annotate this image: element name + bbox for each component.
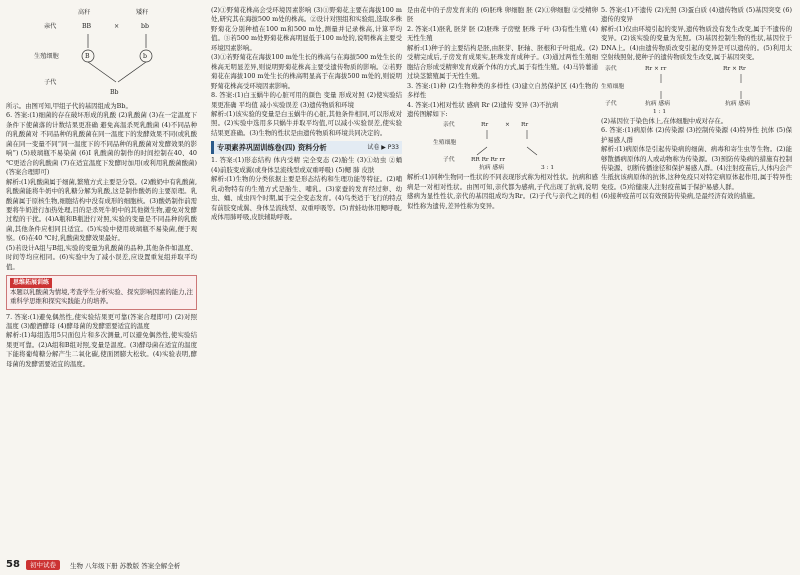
paragraph: 解析:(1)病原体是引起传染病的细菌、病毒和寄生虫等生物。(2)能够散播病原体的人或动物称为传染源。(3)预防传染病的措施有控制传染源、切断传播途径和保护易感人群。(4)注射疫苗后,人体内会产生抵抗该病原体的抗体,这种免疫只对特定病原体起作用,属于特异性免疫。(5)给健康人注射疫苗属于保护易感人群。 [601, 145, 792, 191]
paragraph: 8. 答案:(1)白玉蜗牛的心脏可用的颜色 变量 形成对照 (2)使实验结果更准确 平均值 减小实验误差 (3)遗传物质和环境 [211, 91, 402, 109]
page-footer [0, 555, 800, 575]
genetic-lines [601, 63, 792, 117]
paragraph: 5. 答案:(1)不遗传 (2)光照 (3)蛋白质 (4)遗传物质 (5)基因突变 (6)遗传的变异 [601, 6, 792, 24]
left-phenotype: 抗病 感病 [645, 100, 671, 107]
paragraph: (5)若设计A组与B组,实验的变量为乳酸菌的品种,其他条件如温度、时间等均应相同。(6)实验中为了减小误差,应设置重复组并取平均值。 [6, 243, 197, 271]
ratio-label: 1 : 1 [653, 108, 667, 115]
offspring-label: 子代 [605, 100, 617, 107]
paragraph: (2)①野菊花株高会受环境因素影响 (3)①野菊花主要在海拔100 m处,研究其在海拔500 m处的株高。②设计对照组和实验组,选取多株野菊花分别种植在100 m和500 m处,测量并记录株高,计算平均值。③若500 m处野菊花株高明显低于100 m处的,说明株高主要受环境因素影响。 [211, 6, 402, 52]
gametes-label: 生殖细胞 [601, 83, 625, 90]
paragraph: 解析:(1)生物的分类依据主要是形态结构和生理功能等特征。(2)哺乳动物特有的生殖方式是胎生、哺乳。(3)家蚕的发育经过卵、幼虫、蛹、成虫四个时期,属于完全变态发育。(4)鸟类适于飞行的特点有前肢变成翼、身体呈流线型、双重呼吸等。(5)青蛙幼体用鳃呼吸,成体用肺呼吸,皮肤辅助呼吸。 [211, 175, 402, 222]
paragraph: (3)①若野菊花在海拔100 m处生长的株高与在海拔500 m处生长的株高无明显差异,则说明野菊花株高主要受遗传物质的影响。②若野菊花在海拔100 m处生长的株高明显高于在海拔500 m处的,则说明野菊花株高受环境因素影响。 [211, 53, 402, 90]
gamete-right: b [143, 53, 147, 60]
paragraph: (6)接种疫苗可以有效预防传染病,是最经济有效的措施。 [601, 192, 760, 201]
offspring-label: 子代 [44, 79, 57, 86]
cross-sign: × [114, 23, 120, 30]
paragraph: 解析:(1)乳酸菌属于细菌,繁殖方式主要是分裂。(2)酸奶中有乳酸菌,乳酸菌能将牛奶中的乳糖分解为乳酸,这是制作酸奶的主要原理。乳酸菌属于原核生物,细胞结构中没有成形的细胞核。(3)酸奶制作前需要将牛奶进行加热处理,目的是杀死牛奶中的其他微生物,避免对发酵过程的干扰。(4)A瓶和B瓶进行对照,实验的变量是不同品种的乳酸菌,其他条件应相同且适宜。(5)实验中使用玻璃瓶不易染菌,便于观察。(6)在40 ℃时,乳酸菌发酵效果最好。 [6, 177, 197, 243]
tip-text: 本题以乳酸菌为情境,考查学生分析实验、探究影响因素的能力,注重科学思维和探究实践能力的培养。 [10, 287, 193, 306]
footer-meta: 生物 八年级下册 苏教版 答案全解全析 [70, 562, 181, 570]
paragraph: 7. 答案:(1)避免偶然性,使实验结果更可靠(答案合理即可) (2)对照 温度 (3)酿酒酵母 (4)酵母菌的发酵需要适宜的温度 [6, 312, 197, 330]
gametes-label: 生殖细胞 [433, 140, 457, 147]
parent-geno-left: BB [82, 23, 92, 30]
section-header [211, 141, 402, 154]
paragraph: 解析:(1)同种生物同一性状的不同表现形式称为相对性状。抗病和感病是一对相对性状。由图可知,亲代都为感病,子代出现了抗病,说明感病为显性性状,亲代的基因组成均为Rr。(2)子代与亲代之间的相似性称为遗传,差异性称为变异。 [407, 173, 598, 210]
offspring-geno: Bb [110, 89, 119, 96]
parent-geno-right: bb [141, 23, 149, 30]
column-2 [211, 6, 402, 553]
genetic-diagram-pair [601, 63, 792, 117]
paragraph: 遗传图解如下: [407, 109, 448, 118]
column-4 [601, 6, 792, 553]
left-cross: Rr × rr [645, 65, 667, 72]
series-badge: 初中试卷 [26, 560, 60, 570]
offspring-label: 子代 [443, 157, 455, 164]
paragraph: 6. 答案:(1)病原体 (2)传染源 (3)控制传染源 (4)特异性 抗体 (5)保护易感人群 [601, 126, 792, 144]
offspring-geno: RR Rr Rr rr [471, 157, 506, 164]
column-3 [407, 6, 598, 553]
paragraph: 2. 答案:(1)胚乳 胚芽 胚 (2)胚珠 子房壁 胚珠 子叶 (3)有性生殖 (4)无性生殖 [407, 24, 598, 43]
parent-label: 亲代 [605, 65, 617, 72]
paragraph: 6. 答案:(1)细菌的存在破坏形成的乳酸 (2)乳酸菌 (3)在一定温度下条件下使菌落的计数结果更准确 避免高温杀死乳酸菌 (4)不同品种的乳酸菌对 不同品种的乳酸菌在同一温度下的发酵效果不同(或乳酸菌在同一变量不同“同一温度下的不同品种的乳酸菌对发酵效果的影响”) (5)玻璃瓶不易染菌 (6)Ⅰ 乳酸菌的制作的时间控制在40、40 ℃更适合的乳酸菌 (7)在适宜温度下发酵时加用(或利用乳酸菌酸菌)(答案合理即可) [6, 111, 197, 177]
right-phenotype: 抗病 感病 [725, 100, 751, 107]
phenotype-label: 抗病 感病 [479, 165, 505, 172]
parent-left: Rr [481, 122, 489, 129]
section-title: 专项素养巩固训练卷(四) 资料分析 [217, 143, 327, 153]
paragraph: 4. 答案:(1)相对性状 感病 Rr (2)遗传 变异 (3)不抗病 [407, 100, 559, 109]
genetic-diagram-bb [6, 6, 197, 102]
right-cross: Rr × Rr [723, 65, 746, 72]
ratio-label: 3 : 1 [541, 165, 555, 172]
gametes-label: 生殖细胞 [34, 53, 59, 60]
parent-label: 亲代 [443, 122, 455, 129]
page-number: 58 [6, 559, 20, 570]
tip-title: 思维拓展训练 [10, 278, 52, 287]
genetic-diagram-rr [407, 119, 598, 173]
tall-label: 高秆 [78, 9, 91, 16]
paragraph: 所示。由图可知,甲组子代的基因组成为Bb。 [6, 102, 132, 110]
parent-right: Rr [521, 122, 529, 129]
paragraph: 解析:(1)种子的主要结构是胚,由胚芽、胚轴、胚根和子叶组成。(2)受精完成后,子房发育成果实,胚珠发育成种子。(3)通过两性生殖细胞结合形成受精卵发育成新个体的方式,属于有性生殖。(4)马铃薯通过块茎繁殖属于无性生殖。 [407, 43, 598, 81]
gamete-left: B [85, 53, 90, 60]
dwarf-label: 矮秆 [136, 9, 149, 16]
section-ref: 试卷 ▶ P33 [367, 144, 399, 152]
paragraph: 1. 答案:(1)形态结构 体内受精 完全变态 (2)胎生 (3)①幼虫 ②蛹 (4)前肢变成翼(或身体呈流线型或双重呼吸) (5)鳃 肺 皮肤 [211, 156, 402, 174]
paragraph: 是由花中的子房发育来的 (6)胚珠 卵细胞 胚 (2)①卵细胞 ②受精卵 胚 [407, 6, 598, 24]
paragraph: 解析:(1)仅由环境引起的变异,遗传物质没有发生改变,属于不遗传的变异。(2)该实验的变量为光照。(3)基因控制生物的性状,基因位于DNA上。(4)由遗传物质改变引起的变异是可以遗传的。(5)利用太空射线照射,使种子的遗传物质发生改变,属于基因突变。 [601, 24, 792, 62]
cross-sign: × [505, 122, 510, 129]
paragraph: 3. 答案:(1)种 (2)生物种类的多样性 (3)建立自然保护区 (4)生物的多样性 [407, 81, 598, 100]
tip-box [6, 275, 197, 309]
parent-label: 亲代 [44, 23, 57, 30]
paragraph: (2)基因位于染色体上,在体细胞中成对存在。 [601, 116, 728, 125]
column-1 [6, 6, 197, 553]
paragraph: 解析:(1)每组选用5只面包片和多次测量,可以避免偶然性,使实验结果更可靠。(2)A组和B组对照,变量是温度。(3)酵母菌在适宜的温度下能将葡萄糖分解产生二氧化碳,使面团膨大松软。(4)实验表明,酵母菌的发酵需要适宜的温度。 [6, 331, 197, 368]
paragraph: 解析:(1)该实验的变量是白玉蜗牛的心脏,其他条件相同,可以形成对照。(2)实验中选用多只蜗牛并取平均值,可以减小实验误差,使实验结果更准确。(3)生物的性状是由遗传物质和环境共同决定的。 [211, 109, 402, 137]
